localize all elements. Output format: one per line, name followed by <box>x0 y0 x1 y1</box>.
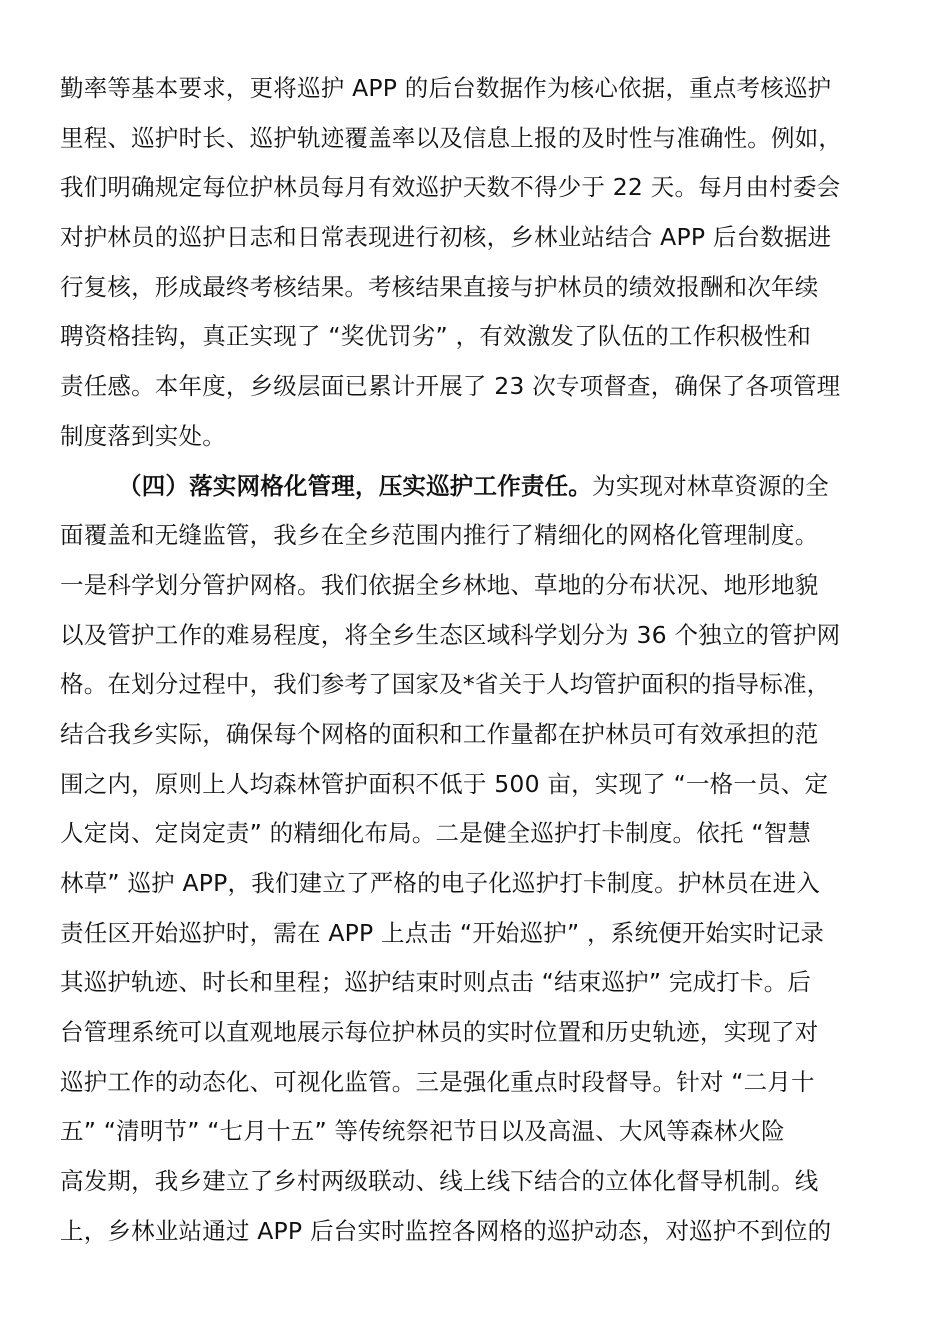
text-line: 上，乡林业站通过 APP 后台实时监控各网格的巡护动态，对巡护不到位的 <box>60 1216 832 1245</box>
text-line: 一是科学划分管护网格。我们依据全乡林地、草地的分布状况、地形地貌 <box>60 570 819 599</box>
text-line: 里程、巡护时长、巡护轨迹覆盖率以及信息上报的及时性与准确性。例如， <box>60 123 843 152</box>
text-line: 其巡护轨迹、时长和里程；巡护结束时则点击 “结束巡护” 完成打卡。后 <box>60 968 812 997</box>
text-line: 面覆盖和无缝监管，我乡在全乡范围内推行了精细化的网格化管理制度。 <box>60 521 819 550</box>
text-line: 以及管护工作的难易程度，将全乡生态区域科学划分为 36 个独立的管护网 <box>60 620 841 649</box>
text-line: 对护林员的巡护日志和日常表现进行初核，乡林业站结合 APP 后台数据进 <box>60 223 832 252</box>
text-line: 林草” 巡护 APP，我们建立了严格的电子化巡护打卡制度。护林员在进入 <box>60 869 821 897</box>
section-heading: （四）落实网格化管理，压实巡护工作责任。 <box>118 471 592 500</box>
paragraph-1 <box>60 64 892 462</box>
text-line: 制度落到实处。 <box>60 421 226 450</box>
document-body <box>60 64 892 1257</box>
paragraph-first-line <box>60 462 892 512</box>
heading-trailing-text: 为实现对林草资源的全 <box>592 471 829 500</box>
text-line: 巡护工作的动态化、可视化监管。三是强化重点时段督导。针对 “二月十 <box>60 1067 815 1096</box>
text-line: 台管理系统可以直观地展示每位护林员的实时位置和历史轨迹，实现了对 <box>60 1018 819 1047</box>
text-line: 行复核，形成最终考核结果。考核结果直接与护林员的绩效报酬和次年续 <box>60 272 819 301</box>
text-line: 我们明确规定每位护林员每月有效巡护天数不得少于 22 天。每月由村委会 <box>60 173 841 202</box>
text-line: 聘资格挂钩，真正实现了 “奖优罚劣” ，有效激发了队伍的工作积极性和 <box>60 322 812 351</box>
text-line: 五” “清明节” “七月十五” 等传统祭祀节日以及高温、大风等森林火险 <box>60 1117 785 1146</box>
text-line: 责任感。本年度，乡级层面已累计开展了 23 次专项督查，确保了各项管理 <box>60 372 841 401</box>
text-line: 高发期，我乡建立了乡村两级联动、线上线下结合的立体化督导机制。线 <box>60 1167 819 1196</box>
text-line: 人定岗、定岗定责” 的精细化布局。二是健全巡护打卡制度。依托 “智慧 <box>60 819 812 848</box>
text-line: 格。在划分过程中，我们参考了国家及*省关于人均管护面积的指导标准， <box>60 670 831 699</box>
paragraph-2 <box>60 462 892 1257</box>
text-line: 责任区开始巡护时，需在 APP 上点击 “开始巡护” ，系统便开始实时记录 <box>60 918 825 947</box>
text-line: 勤率等基本要求，更将巡护 APP 的后台数据作为核心依据，重点考核巡护 <box>60 74 832 102</box>
text-line: 围之内，原则上人均森林管护面积不低于 500 亩，实现了 “一格一员、定 <box>60 769 829 798</box>
text-line: 结合我乡实际，确保每个网格的面积和工作量都在护林员可有效承担的范 <box>60 719 819 748</box>
